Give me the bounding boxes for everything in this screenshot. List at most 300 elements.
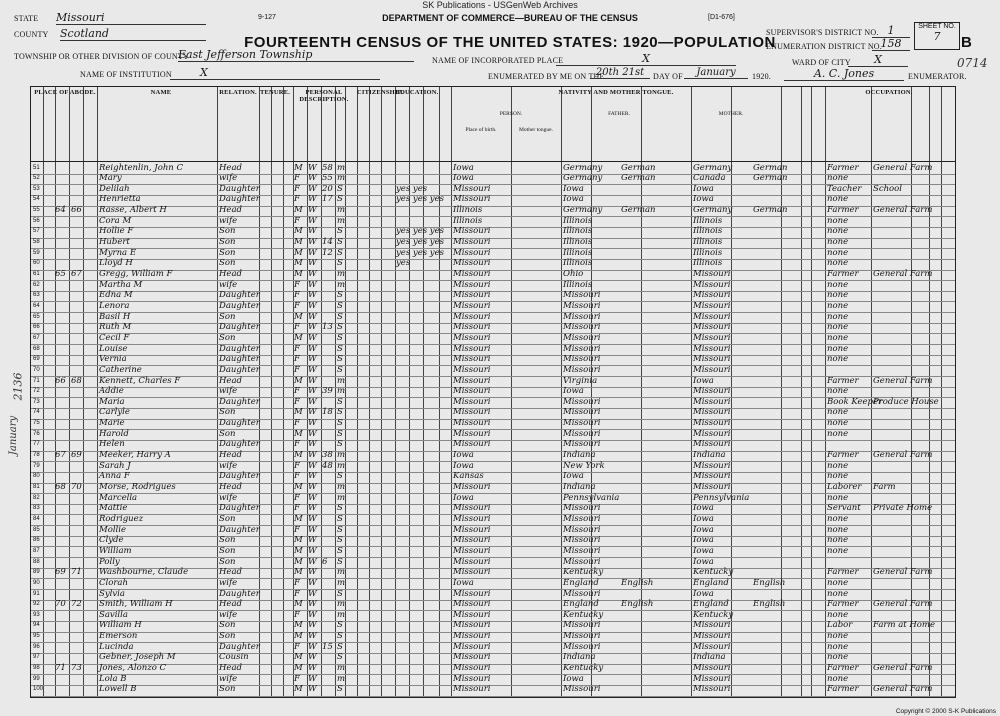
line-number: 69 — [33, 356, 40, 363]
column-line — [423, 87, 424, 697]
birthplace: Missouri — [453, 641, 491, 652]
dwelling-number: 70 — [55, 599, 66, 610]
mother-birthplace: Missouri — [693, 439, 731, 450]
relation: wife — [219, 215, 238, 226]
father-birthplace: Missouri — [563, 332, 601, 343]
mother-birthplace: Missouri — [693, 290, 731, 301]
marital-status: m — [337, 609, 346, 620]
column-line — [871, 87, 872, 697]
birthplace: Missouri — [453, 513, 491, 524]
marital-status: m — [337, 386, 346, 397]
mother-birthplace: Missouri — [693, 322, 731, 333]
family-number: 70 — [71, 482, 82, 492]
line-number: 86 — [33, 537, 40, 544]
birthplace: Missouri — [453, 407, 491, 418]
father-tongue: German — [621, 162, 656, 173]
mother-birthplace: Missouri — [693, 396, 731, 407]
supervisor-value: 1 — [872, 24, 910, 38]
birthplace: Missouri — [453, 673, 491, 684]
race: W — [308, 418, 317, 429]
birthplace: Missouri — [453, 396, 491, 407]
line-number: 82 — [33, 494, 40, 501]
archive-banner: SK Publications - USGenWeb Archives — [422, 0, 578, 10]
person-name: Cora M — [99, 215, 132, 226]
industry: Private Home — [873, 503, 933, 514]
birthplace: Missouri — [453, 663, 491, 674]
enumerated-days: 20th 21st — [590, 67, 650, 79]
industry: Produce House — [873, 396, 939, 407]
person-name: Jones, Alonzo C — [99, 663, 167, 674]
sex: M — [294, 247, 303, 258]
sex: M — [294, 663, 303, 674]
line-number: 80 — [33, 473, 40, 480]
father-birthplace: Illinois — [563, 258, 593, 269]
birthplace: Missouri — [453, 194, 491, 205]
relation: Son — [219, 535, 236, 546]
relation: Daughter — [219, 322, 260, 333]
occupation: none — [827, 247, 849, 258]
person-name: Helen — [99, 439, 125, 450]
sex: F — [294, 641, 300, 652]
occupation: Labor — [827, 620, 853, 631]
race: W — [308, 173, 317, 184]
sex: F — [294, 503, 300, 514]
enumeration-value: 158 — [872, 37, 910, 51]
occupation: none — [827, 609, 849, 620]
line-number: 57 — [33, 228, 40, 235]
race: W — [308, 609, 317, 620]
occupation: none — [827, 673, 849, 684]
birthplace: Missouri — [453, 279, 491, 290]
marital-status: S — [337, 620, 343, 631]
line-number: 74 — [33, 409, 40, 416]
age: 38 — [322, 450, 333, 461]
race: W — [308, 450, 317, 461]
sheet-value: 7 — [933, 30, 941, 43]
marital-status: m — [337, 567, 346, 578]
line-number: 60 — [33, 260, 40, 267]
person-name: Lloyd H — [99, 258, 133, 269]
birthplace: Missouri — [453, 386, 491, 397]
occupation: none — [827, 354, 849, 365]
copyright-footer: Copyright © 2000 S-K Publications — [895, 708, 996, 715]
race: W — [308, 641, 317, 652]
line-number: 84 — [33, 515, 40, 522]
column-line — [451, 87, 452, 697]
sheet-letter: B — [961, 34, 972, 51]
person-name: Lucinda — [99, 641, 134, 652]
race: W — [308, 354, 317, 365]
age: 14 — [322, 237, 333, 248]
day-of-label: DAY OF — [653, 72, 683, 81]
father-birthplace: Missouri — [563, 439, 601, 450]
line-number: 90 — [33, 579, 40, 586]
father-birthplace: Missouri — [563, 524, 601, 535]
row-rule — [31, 696, 955, 697]
father-birthplace: Iowa — [563, 386, 584, 397]
birthplace: Missouri — [453, 226, 491, 237]
mother-birthplace: Indiana — [693, 450, 726, 461]
mother-birthplace: Illinois — [693, 226, 723, 237]
marital-status: S — [337, 545, 343, 556]
subhead-father: FATHER. — [608, 111, 630, 117]
occupation: none — [827, 226, 849, 237]
census-title: FOURTEENTH CENSUS OF THE UNITED STATES: 1920—POPULATION — [244, 34, 776, 51]
education: yes yes — [396, 183, 428, 194]
sex: M — [294, 545, 303, 556]
column-line — [561, 87, 562, 697]
line-number: 95 — [33, 633, 40, 640]
person-name: Lenora — [99, 300, 130, 311]
mother-birthplace: England — [693, 599, 729, 610]
birthplace: Iowa — [453, 450, 474, 461]
marital-status: S — [337, 311, 343, 322]
person-name: Louise — [99, 343, 128, 354]
industry: General Farm — [873, 375, 933, 386]
marital-status: S — [337, 503, 343, 514]
birthplace: Missouri — [453, 439, 491, 450]
marital-status: S — [337, 322, 343, 333]
sex: F — [294, 354, 300, 365]
father-birthplace: Indiana — [563, 482, 596, 492]
marital-status: m — [337, 205, 346, 216]
margin-note-left: 2136 — [11, 372, 25, 401]
occupation: none — [827, 237, 849, 248]
sex: M — [294, 162, 303, 173]
ward-value: X — [848, 53, 908, 67]
person-name: Ruth M — [99, 322, 132, 333]
age: 39 — [322, 386, 333, 397]
relation: wife — [219, 386, 238, 397]
mother-birthplace: Illinois — [693, 237, 723, 248]
age: 6 — [322, 556, 328, 567]
sex: F — [294, 609, 300, 620]
state-value: Missouri — [56, 11, 206, 25]
sex: M — [294, 684, 303, 695]
industry: General Farm — [873, 450, 933, 461]
relation: Son — [219, 684, 236, 695]
occupation: Farmer — [827, 205, 859, 216]
marital-status: S — [337, 247, 343, 258]
line-number: 83 — [33, 505, 40, 512]
birthplace: Missouri — [453, 258, 491, 269]
relation: wife — [219, 609, 238, 620]
township-value: East Jefferson Township — [178, 48, 414, 62]
father-birthplace: Missouri — [563, 641, 601, 652]
industry: General Farm — [873, 205, 933, 216]
sex: M — [294, 237, 303, 248]
census-table — [30, 86, 956, 698]
race: W — [308, 311, 317, 322]
industry: General Farm — [873, 269, 933, 279]
sex: F — [294, 460, 300, 471]
industry: General Farm — [873, 684, 933, 695]
marital-status: S — [337, 684, 343, 695]
person-name: Clorah — [99, 577, 128, 588]
relation: Head — [219, 599, 242, 610]
line-number: 68 — [33, 345, 40, 352]
line-number: 70 — [33, 366, 40, 373]
mother-birthplace: Iowa — [693, 183, 714, 194]
enumerated-label: ENUMERATED BY ME ON THE — [488, 72, 605, 81]
relation: Daughter — [219, 194, 260, 205]
sex: M — [294, 535, 303, 546]
line-number: 62 — [33, 281, 40, 288]
relation: Head — [219, 567, 242, 578]
marital-status: S — [337, 237, 343, 248]
marital-status: S — [337, 513, 343, 524]
birthplace: Missouri — [453, 588, 491, 599]
race: W — [308, 375, 317, 386]
line-number: 81 — [33, 484, 40, 490]
person-name: Hollie F — [99, 226, 134, 237]
father-birthplace: Missouri — [563, 300, 601, 311]
marital-status: S — [337, 183, 343, 194]
age: 20 — [322, 183, 333, 194]
subhead-birth: Place of birth. — [465, 127, 497, 133]
mother-birthplace: Illinois — [693, 258, 723, 269]
sex: M — [294, 513, 303, 524]
line-number: 91 — [33, 590, 40, 597]
education: yes yes yes — [396, 194, 444, 205]
person-name: Myrna E — [99, 247, 137, 258]
mother-tongue: English — [753, 599, 786, 610]
birthplace: Missouri — [453, 599, 491, 610]
sex: F — [294, 364, 300, 375]
relation: wife — [219, 577, 238, 588]
marital-status: m — [337, 482, 346, 492]
relation: wife — [219, 279, 238, 290]
column-line — [691, 87, 692, 697]
marital-status: S — [337, 290, 343, 301]
race: W — [308, 258, 317, 269]
occupation: Farmer — [827, 450, 859, 461]
occupation: none — [827, 641, 849, 652]
sex: F — [294, 290, 300, 301]
sex: M — [294, 258, 303, 269]
occupation: none — [827, 460, 849, 471]
father-birthplace: Missouri — [563, 418, 601, 429]
age: 12 — [322, 247, 333, 258]
group-citizenship: CITIZENSHIP. — [357, 89, 404, 96]
race: W — [308, 364, 317, 375]
relation: Daughter — [219, 364, 260, 375]
age: 55 — [322, 173, 333, 184]
person-name: Sylvia — [99, 588, 125, 599]
race: W — [308, 215, 317, 226]
margin-note-left2: January — [8, 415, 20, 456]
mother-birthplace: Missouri — [693, 673, 731, 684]
race: W — [308, 332, 317, 343]
birthplace: Missouri — [453, 652, 491, 663]
birthplace: Missouri — [453, 535, 491, 546]
sex: F — [294, 343, 300, 354]
person-name: Mary — [99, 173, 122, 184]
occupation: none — [827, 535, 849, 546]
birthplace: Missouri — [453, 609, 491, 620]
father-birthplace: Missouri — [563, 545, 601, 556]
race: W — [308, 183, 317, 194]
family-number: 66 — [71, 205, 82, 216]
mother-birthplace: Canada — [693, 173, 726, 184]
occupation: Farmer — [827, 684, 859, 695]
mother-birthplace: Indiana — [693, 652, 726, 663]
relation: Son — [219, 311, 236, 322]
mother-birthplace: Missouri — [693, 343, 731, 354]
father-birthplace: Missouri — [563, 311, 601, 322]
birthplace: Missouri — [453, 247, 491, 258]
subhead-tongue: Mother tongue. — [519, 127, 553, 133]
father-tongue: English — [621, 577, 654, 588]
age: 18 — [322, 407, 333, 418]
occupation: none — [827, 492, 849, 503]
relation: Son — [219, 247, 236, 258]
person-name: Gebner, Joseph M — [99, 652, 176, 663]
relation: wife — [219, 173, 238, 184]
column-line — [43, 87, 44, 697]
relation: wife — [219, 460, 238, 471]
line-number: 65 — [33, 313, 40, 320]
mother-birthplace: Missouri — [693, 300, 731, 311]
person-name: Rodriguez — [99, 513, 144, 524]
marital-status: m — [337, 450, 346, 461]
father-birthplace: Kentucky — [563, 567, 604, 578]
father-tongue: German — [621, 173, 656, 184]
education: yes yes yes — [396, 247, 444, 258]
birthplace: Kansas — [453, 471, 484, 482]
relation: Head — [219, 663, 242, 674]
column-line — [511, 87, 512, 697]
father-birthplace: Missouri — [563, 503, 601, 514]
industry: Farm at Home — [873, 620, 936, 631]
sex: F — [294, 524, 300, 535]
race: W — [308, 322, 317, 333]
occupation: Farmer — [827, 567, 859, 578]
line-number: 97 — [33, 654, 40, 661]
occupation: Farmer — [827, 375, 859, 386]
relation: Son — [219, 631, 236, 642]
line-number: 89 — [33, 569, 40, 576]
occupation: Laborer — [827, 482, 862, 492]
mother-birthplace: Iowa — [693, 503, 714, 514]
person-name: Polly — [99, 556, 120, 567]
column-line — [369, 87, 370, 697]
occupation: none — [827, 471, 849, 482]
institution-label: NAME OF INSTITUTION — [80, 70, 172, 79]
sex: M — [294, 556, 303, 567]
father-birthplace: Missouri — [563, 290, 601, 301]
relation: Son — [219, 258, 236, 269]
education: yes — [396, 258, 411, 269]
line-number: 77 — [33, 441, 40, 448]
mother-birthplace: Illinois — [693, 247, 723, 258]
father-birthplace: Ohio — [563, 269, 584, 279]
race: W — [308, 407, 317, 418]
relation: Son — [219, 513, 236, 524]
line-number: 63 — [33, 292, 40, 299]
marital-status: S — [337, 588, 343, 599]
race: W — [308, 279, 317, 290]
occupation: none — [827, 215, 849, 226]
occupation: none — [827, 322, 849, 333]
relation: Head — [219, 205, 242, 216]
industry: General Farm — [873, 162, 933, 173]
sex: M — [294, 428, 303, 439]
father-birthplace: Missouri — [563, 396, 601, 407]
father-birthplace: Missouri — [563, 322, 601, 333]
person-name: Marcella — [99, 492, 138, 503]
marital-status: S — [337, 631, 343, 642]
person-name: Anna F — [99, 471, 130, 482]
line-number: 75 — [33, 420, 40, 427]
occupation: Farmer — [827, 599, 859, 610]
marital-status: S — [337, 407, 343, 418]
month-value: January — [684, 67, 748, 79]
mother-birthplace: Iowa — [693, 513, 714, 524]
sex: F — [294, 322, 300, 333]
relation: Head — [219, 482, 242, 492]
father-birthplace: Illinois — [563, 237, 593, 248]
birthplace: Missouri — [453, 556, 491, 567]
occupation: Farmer — [827, 663, 859, 674]
enumerator-name: A. C. Jones — [784, 67, 904, 81]
mother-birthplace: Pennsylvania — [693, 492, 750, 503]
sex: M — [294, 226, 303, 237]
group-personal: PERSONAL DESCRIPTION. — [299, 89, 349, 103]
birthplace: Missouri — [453, 428, 491, 439]
sex: F — [294, 492, 300, 503]
group-education: EDUCATION. — [395, 89, 439, 96]
mother-birthplace: Iowa — [693, 524, 714, 535]
column-line — [259, 87, 260, 697]
race: W — [308, 482, 317, 492]
occupation: Book Keeper — [827, 396, 883, 407]
marital-status: m — [337, 375, 346, 386]
father-birthplace: Illinois — [563, 215, 593, 226]
person-name: Rasse, Albert H — [99, 205, 167, 216]
race: W — [308, 205, 317, 216]
industry: General Farm — [873, 599, 933, 610]
marital-status: S — [337, 652, 343, 663]
occupation: none — [827, 407, 849, 418]
birthplace: Missouri — [453, 503, 491, 514]
sex: M — [294, 375, 303, 386]
mother-birthplace: Germany — [693, 162, 733, 173]
line-number: 53 — [33, 185, 40, 192]
race: W — [308, 684, 317, 695]
father-tongue: German — [621, 205, 656, 216]
person-name: Mollie — [99, 524, 127, 535]
marital-status: S — [337, 535, 343, 546]
column-line — [217, 87, 218, 697]
father-birthplace: Missouri — [563, 535, 601, 546]
mother-birthplace: Missouri — [693, 482, 731, 492]
relation: Head — [219, 450, 242, 461]
person-name: Morse, Rodrigues — [99, 482, 176, 492]
father-birthplace: England — [563, 577, 599, 588]
father-birthplace: Germany — [563, 173, 603, 184]
mother-birthplace: Missouri — [693, 332, 731, 343]
person-name: Lola B — [99, 673, 127, 684]
dwelling-number: 69 — [55, 567, 66, 578]
relation: Daughter — [219, 290, 260, 301]
birthplace: Missouri — [453, 631, 491, 642]
person-name: Savilla — [99, 609, 128, 620]
mother-birthplace: Missouri — [693, 460, 731, 471]
marital-status: S — [337, 343, 343, 354]
race: W — [308, 386, 317, 397]
line-number: 76 — [33, 430, 40, 437]
